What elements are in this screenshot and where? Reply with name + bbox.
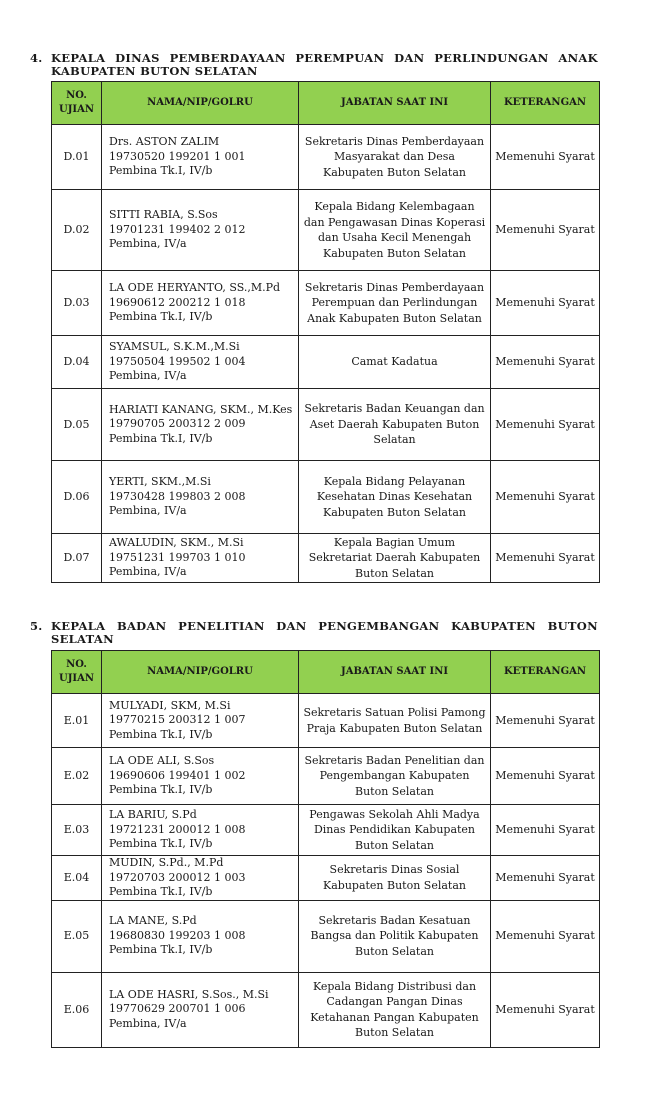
row-jabatan: Sekretaris Badan Penelitian dan Pengembangan Kabupaten Buton Selatan xyxy=(299,748,491,805)
row-golongan: Pembina Tk.I, IV/b xyxy=(109,164,213,178)
title-word: KEPALA xyxy=(51,619,106,633)
title-word: DAN xyxy=(276,619,307,633)
header-jabatan: JABATAN SAAT INI xyxy=(299,82,491,125)
row-golongan: Pembina, IV/a xyxy=(109,369,187,383)
row-nip: 19751231 199703 1 010 xyxy=(109,550,246,564)
row-nama-cell xyxy=(102,972,299,1047)
row-name: LA ODE HASRI, S.Sos., M.Si xyxy=(109,987,269,1001)
row-jabatan: Kepala Bagian Umum Sekretariat Daerah Kabupaten Buton Selatan xyxy=(299,534,491,583)
row-nip: 19690606 199401 1 002 xyxy=(109,768,246,782)
title-word: DINAS xyxy=(115,51,160,65)
row-nama-cell xyxy=(102,748,299,805)
row-jabatan: Kepala Bidang Kelembagaan dan Pengawasan Dinas Koperasi dan Usaha Kecil Menengah Kabupaten Buton Selatan xyxy=(299,190,491,271)
row-nama-cell xyxy=(102,271,299,336)
table-row xyxy=(52,694,600,748)
row-jabatan: Sekretaris Badan Kesatuan Bangsa dan Politik Kabupaten Buton Selatan xyxy=(299,900,491,972)
row-golongan: Pembina, IV/a xyxy=(109,565,187,579)
row-name: YERTI, SKM.,M.Si xyxy=(109,475,211,489)
row-golongan: Pembina Tk.I, IV/b xyxy=(109,837,213,851)
row-nama-cell xyxy=(102,900,299,972)
row-nama-cell xyxy=(102,534,299,583)
row-golongan: Pembina, IV/a xyxy=(109,1016,187,1030)
row-no-ujian: D.07 xyxy=(52,534,102,583)
header-nama: NAMA/NIP/GOLRU xyxy=(102,651,299,694)
row-keterangan: Memenuhi Syarat xyxy=(491,856,600,901)
table-row xyxy=(52,534,600,583)
row-jabatan: Kepala Bidang Pelayanan Kesehatan Dinas Kesehatan Kabupaten Buton Selatan xyxy=(299,461,491,534)
row-keterangan: Memenuhi Syarat xyxy=(491,389,600,461)
table-header-row xyxy=(52,651,600,694)
row-keterangan: Memenuhi Syarat xyxy=(491,336,600,389)
section-5-table xyxy=(51,650,600,1048)
row-nama-cell xyxy=(102,461,299,534)
row-name: HARIATI KANANG, SKM., M.Kes xyxy=(109,402,293,416)
row-name: SITTI RABIA, S.Sos xyxy=(109,208,218,222)
row-nama-cell xyxy=(102,389,299,461)
row-nip: 19721231 200012 1 008 xyxy=(109,822,246,836)
row-golongan: Pembina Tk.I, IV/b xyxy=(109,431,213,445)
row-no-ujian: D.03 xyxy=(52,271,102,336)
table-row xyxy=(52,805,600,856)
table-row xyxy=(52,125,600,190)
section-4-table xyxy=(51,81,600,583)
title-word: ANAK xyxy=(558,51,598,65)
section-5-title xyxy=(30,620,598,646)
row-jabatan: Sekretaris Dinas Pemberdayaan Masyarakat dan Desa Kabupaten Buton Selatan xyxy=(299,125,491,190)
header-no-ujian: NO. UJIAN xyxy=(52,651,102,694)
row-nip: 19690612 200212 1 018 xyxy=(109,295,246,309)
section-4-number: 4. xyxy=(30,51,43,65)
row-nip: 19790705 200312 2 009 xyxy=(109,417,246,431)
row-nip: 19720703 200012 1 003 xyxy=(109,870,246,884)
row-keterangan: Memenuhi Syarat xyxy=(491,972,600,1047)
row-name: AWALUDIN, SKM., M.Si xyxy=(109,536,244,550)
row-nama-cell xyxy=(102,336,299,389)
row-golongan: Pembina, IV/a xyxy=(109,237,187,251)
row-no-ujian: E.06 xyxy=(52,972,102,1047)
row-no-ujian: D.04 xyxy=(52,336,102,389)
row-jabatan: Sekretaris Satuan Polisi Pamong Praja Kabupaten Buton Selatan xyxy=(299,694,491,748)
row-name: MULYADI, SKM, M.Si xyxy=(109,698,231,712)
table-header-row xyxy=(52,82,600,125)
table-row xyxy=(52,271,600,336)
row-keterangan: Memenuhi Syarat xyxy=(491,461,600,534)
section-5-title-line1 xyxy=(51,620,598,633)
row-nama-cell xyxy=(102,805,299,856)
row-keterangan: Memenuhi Syarat xyxy=(491,125,600,190)
row-no-ujian: E.02 xyxy=(52,748,102,805)
row-keterangan: Memenuhi Syarat xyxy=(491,190,600,271)
row-name: LA ODE ALI, S.Sos xyxy=(109,754,215,768)
title-word: PENGEMBANGAN xyxy=(318,619,440,633)
table-row xyxy=(52,336,600,389)
row-nip: 19730520 199201 1 001 xyxy=(109,149,246,163)
row-nama-cell xyxy=(102,190,299,271)
title-word: BADAN xyxy=(116,619,167,633)
row-no-ujian: D.05 xyxy=(52,389,102,461)
row-name: LA MANE, S.Pd xyxy=(109,914,197,928)
header-jabatan: JABATAN SAAT INI xyxy=(299,651,491,694)
row-nama-cell xyxy=(102,125,299,190)
row-name: SYAMSUL, S.K.M.,M.Si xyxy=(109,340,240,354)
section-5-title-line2: SELATAN xyxy=(51,632,114,646)
header-no-ujian: NO. UJIAN xyxy=(52,82,102,125)
row-no-ujian: E.05 xyxy=(52,900,102,972)
title-word: BUTON xyxy=(547,619,598,633)
row-jabatan: Camat Kadatua xyxy=(299,336,491,389)
table-row xyxy=(52,389,600,461)
row-keterangan: Memenuhi Syarat xyxy=(491,805,600,856)
row-nip: 19680830 199203 1 008 xyxy=(109,928,246,942)
row-keterangan: Memenuhi Syarat xyxy=(491,694,600,748)
row-jabatan: Pengawas Sekolah Ahli Madya Dinas Pendidikan Kabupaten Buton Selatan xyxy=(299,805,491,856)
row-name: Drs. ASTON ZALIM xyxy=(109,135,220,149)
row-no-ujian: D.02 xyxy=(52,190,102,271)
row-no-ujian: E.04 xyxy=(52,856,102,901)
row-golongan: Pembina Tk.I, IV/b xyxy=(109,310,213,324)
title-word: PENELITIAN xyxy=(178,619,265,633)
row-nip: 19701231 199402 2 012 xyxy=(109,222,246,236)
row-golongan: Pembina Tk.I, IV/b xyxy=(109,943,213,957)
title-word: PEREMPUAN xyxy=(295,51,385,65)
row-no-ujian: E.03 xyxy=(52,805,102,856)
row-keterangan: Memenuhi Syarat xyxy=(491,534,600,583)
row-no-ujian: D.01 xyxy=(52,125,102,190)
header-keterangan: KETERANGAN xyxy=(491,82,600,125)
title-word: PERLINDUNGAN xyxy=(434,51,549,65)
row-golongan: Pembina, IV/a xyxy=(109,504,187,518)
row-keterangan: Memenuhi Syarat xyxy=(491,748,600,805)
title-word: KEPALA xyxy=(51,51,106,65)
row-nip: 19770629 200701 1 006 xyxy=(109,1002,246,1016)
section-4-title-line2: KABUPATEN BUTON SELATAN xyxy=(51,64,258,78)
row-name: LA BARIU, S.Pd xyxy=(109,808,197,822)
table-row xyxy=(52,190,600,271)
header-nama: NAMA/NIP/GOLRU xyxy=(102,82,299,125)
row-no-ujian: E.01 xyxy=(52,694,102,748)
row-no-ujian: D.06 xyxy=(52,461,102,534)
row-keterangan: Memenuhi Syarat xyxy=(491,271,600,336)
table-row xyxy=(52,748,600,805)
row-nama-cell xyxy=(102,856,299,901)
row-golongan: Pembina Tk.I, IV/b xyxy=(109,727,213,741)
row-golongan: Pembina Tk.I, IV/b xyxy=(109,885,213,898)
section-4-title xyxy=(30,52,598,78)
row-nip: 19730428 199803 2 008 xyxy=(109,489,246,503)
title-word: KABUPATEN xyxy=(451,619,536,633)
title-word: PEMBERDAYAAN xyxy=(169,51,286,65)
table-row xyxy=(52,972,600,1047)
row-jabatan: Sekretaris Badan Keuangan dan Aset Daerah Kabupaten Buton Selatan xyxy=(299,389,491,461)
row-nip: 19750504 199502 1 004 xyxy=(109,354,246,368)
table-row xyxy=(52,900,600,972)
row-name: MUDIN, S.Pd., M.Pd xyxy=(109,856,224,869)
row-jabatan: Kepala Bidang Distribusi dan Cadangan Pangan Dinas Ketahanan Pangan Kabupaten Buton Selatan xyxy=(299,972,491,1047)
table-row xyxy=(52,461,600,534)
row-jabatan: Sekretaris Dinas Sosial Kabupaten Buton Selatan xyxy=(299,856,491,901)
table-row xyxy=(52,856,600,901)
row-keterangan: Memenuhi Syarat xyxy=(491,900,600,972)
row-golongan: Pembina Tk.I, IV/b xyxy=(109,783,213,797)
header-keterangan: KETERANGAN xyxy=(491,651,600,694)
row-nip: 19770215 200312 1 007 xyxy=(109,713,246,727)
row-jabatan: Sekretaris Dinas Pemberdayaan Perempuan dan Perlindungan Anak Kabupaten Buton Selatan xyxy=(299,271,491,336)
row-nama-cell xyxy=(102,694,299,748)
section-5-number: 5. xyxy=(30,619,43,633)
row-name: LA ODE HERYANTO, SS.,M.Pd xyxy=(109,281,281,295)
title-word: DAN xyxy=(394,51,425,65)
